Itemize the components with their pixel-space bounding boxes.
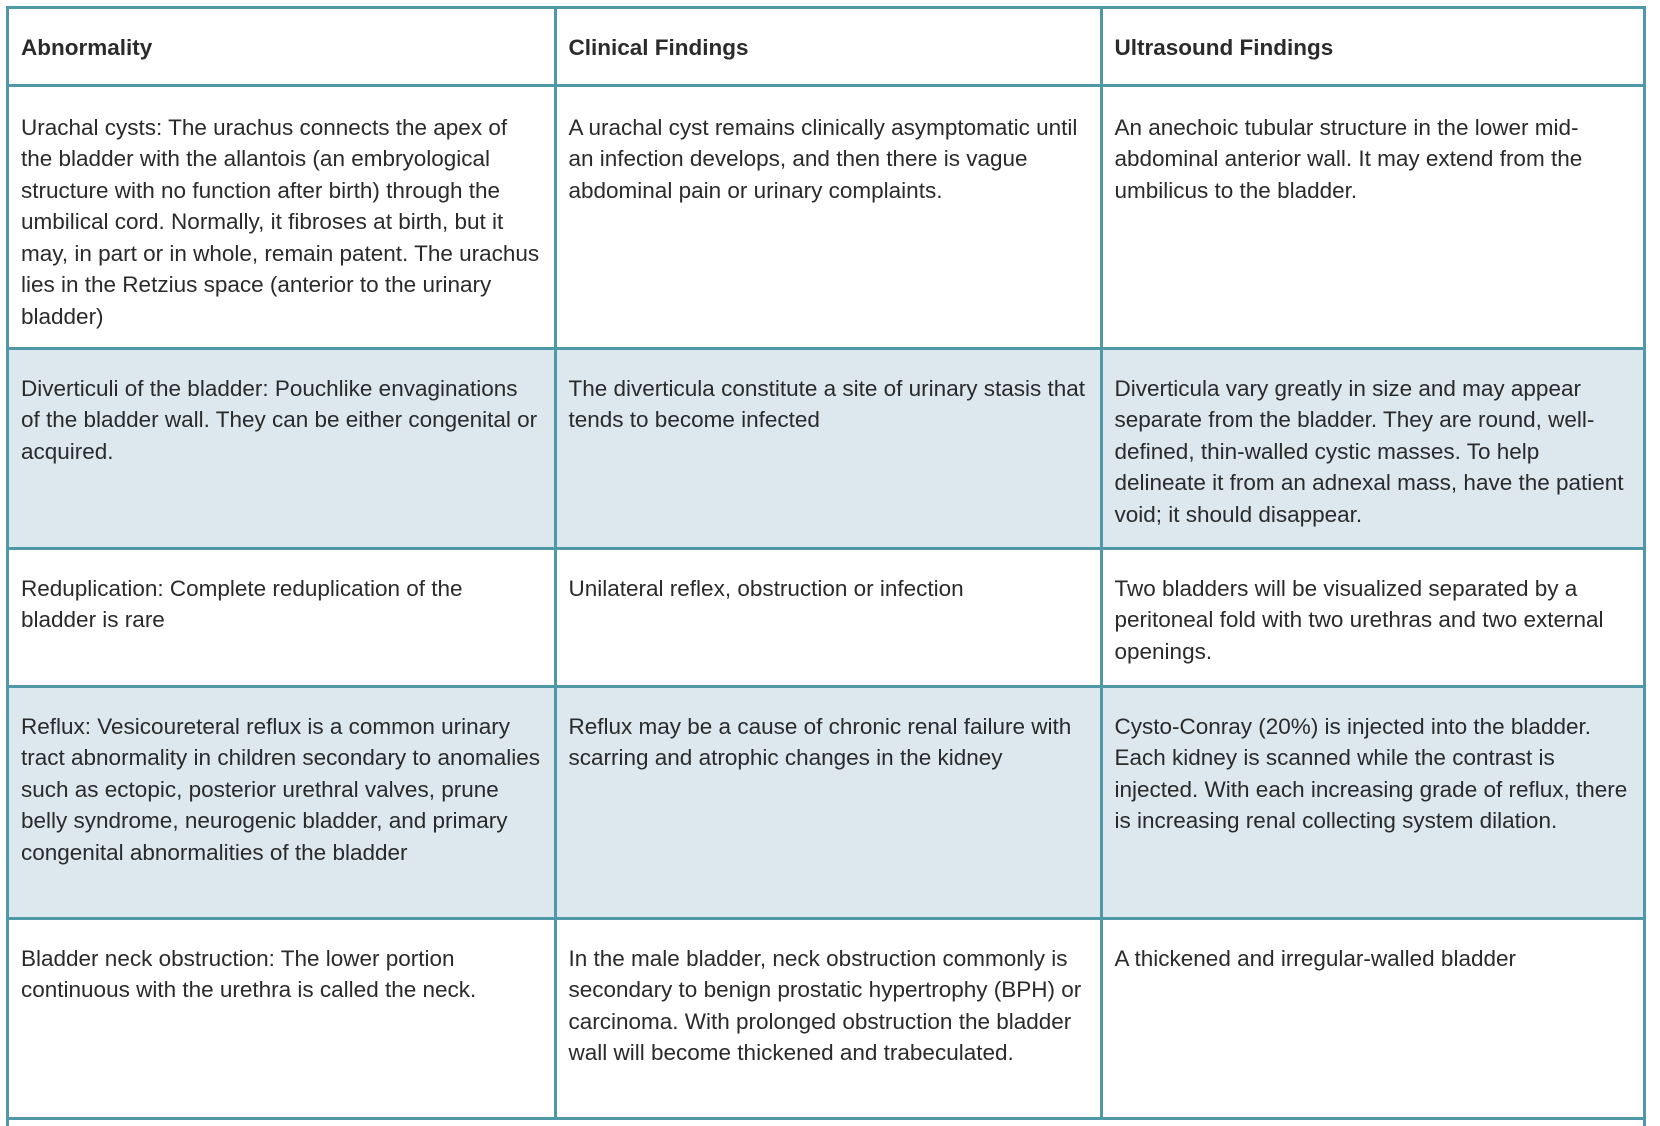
cell-clinical-findings: In the male bladder, neck obstruction commonly is secondary to benign prostatic hypertrophy (BPH) or carcinoma. With prolonged obstruction the bladder wall will become thickened and trabeculated.: [555, 918, 1101, 1118]
cell-abnormality: Reduplication: Complete reduplication of the bladder is rare: [9, 548, 555, 686]
cell-ultrasound-findings: Cysto-Conray (20%) is injected into the bladder. Each kidney is scanned while the contrast is injected. With each increasing grade of reflux, there is increasing renal collecting system dilation.: [1101, 686, 1643, 918]
cell-clinical-findings: The diverticula constitute a site of urinary stasis that tends to become infected: [555, 348, 1101, 548]
cell-ultrasound-findings: An anechoic tubular structure in the lower mid-abdominal anterior wall. It may extend from the umbilicus to the bladder.: [1101, 85, 1643, 348]
cell-abnormality: Diverticuli of the bladder: Pouchlike envaginations of the bladder wall. They can be either congenital or acquired.: [9, 348, 555, 548]
cell-abnormality: Bladder neck obstruction: The lower portion continuous with the urethra is called the neck.: [9, 918, 555, 1118]
cell-abnormality: Urachal cysts: The urachus connects the apex of the bladder with the allantois (an embryological structure with no function after birth) through the umbilical cord. Normally, it fibroses at birth, but it may, in part or in whole, remain patent. The urachus lies in the Retzius space (anterior to the urinary bladder): [9, 85, 555, 348]
header-ultrasound-findings: Ultrasound Findings: [1101, 9, 1643, 85]
table-row-reduplication: [9, 548, 1643, 686]
table-row-urachal-cysts: [9, 85, 1643, 348]
bladder-abnormalities-table: [9, 9, 1643, 1120]
cell-abnormality: Reflux: Vesicoureteral reflux is a common urinary tract abnormality in children secondary to anomalies such as ectopic, posterior urethral valves, prune belly syndrome, neurogenic bladder, and primary congenital abnormalities of the bladder: [9, 686, 555, 918]
header-abnormality: Abnormality: [9, 9, 555, 85]
cell-clinical-findings: Reflux may be a cause of chronic renal failure with scarring and atrophic changes in the kidney: [555, 686, 1101, 918]
cell-ultrasound-findings: Two bladders will be visualized separated by a peritoneal fold with two urethras and two external openings.: [1101, 548, 1643, 686]
cell-clinical-findings: Unilateral reflex, obstruction or infection: [555, 548, 1101, 686]
cell-clinical-findings: A urachal cyst remains clinically asymptomatic until an infection develops, and then there is vague abdominal pain or urinary complaints.: [555, 85, 1101, 348]
table-row-diverticuli: [9, 348, 1643, 548]
cell-ultrasound-findings: A thickened and irregular-walled bladder: [1101, 918, 1643, 1118]
table-header-row: [9, 9, 1643, 85]
table-row-reflux: [9, 686, 1643, 918]
bladder-abnormalities-table-container: [6, 6, 1646, 1126]
cell-ultrasound-findings: Diverticula vary greatly in size and may appear separate from the bladder. They are round, well-defined, thin-walled cystic masses. To help delineate it from an adnexal mass, have the patient void; it should disappear.: [1101, 348, 1643, 548]
table-row-bladder-neck-obstruction: [9, 918, 1643, 1118]
header-clinical-findings: Clinical Findings: [555, 9, 1101, 85]
